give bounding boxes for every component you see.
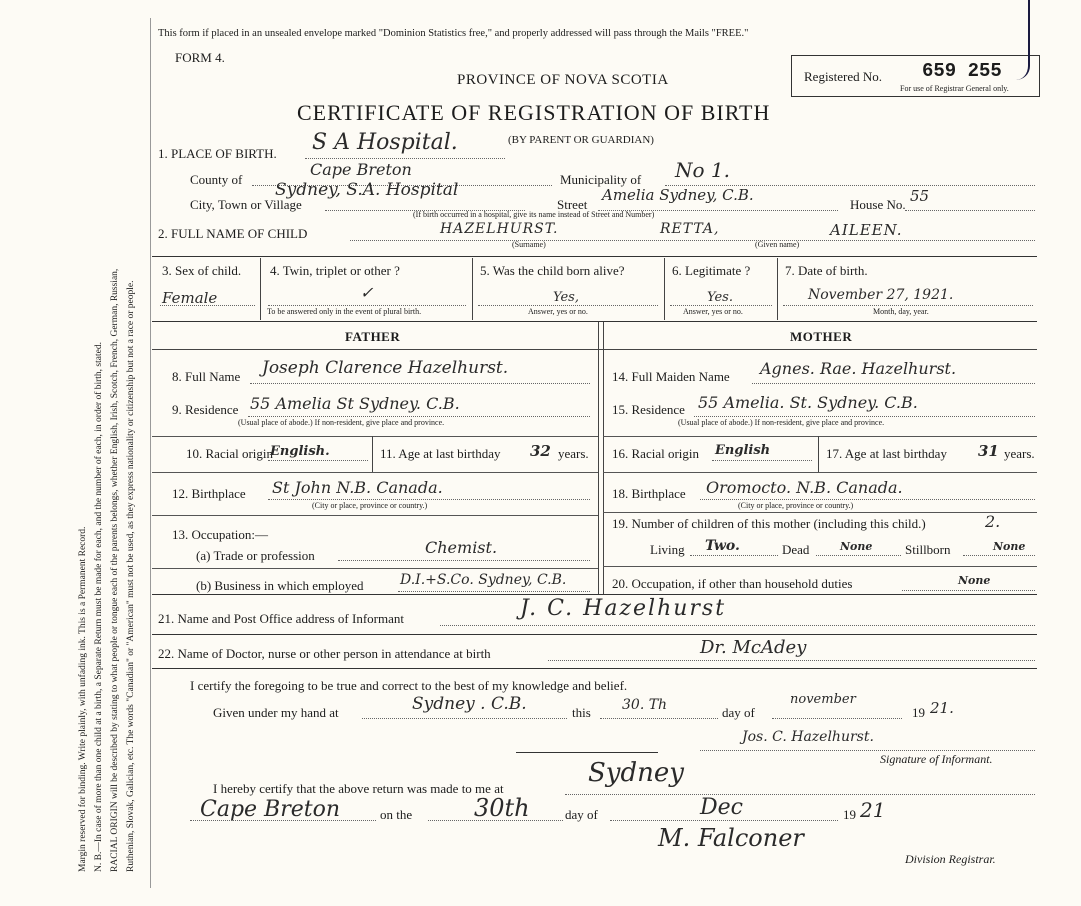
- father-racial-age-divider: [372, 436, 373, 472]
- registrar-place-line: [565, 794, 1035, 795]
- trade-label: (a) Trade or profession: [196, 548, 315, 563]
- father-row-rule-4: [152, 568, 598, 569]
- twin-note: To be answered only in the event of plural birth.: [267, 307, 422, 316]
- house-label: House No.: [850, 197, 906, 212]
- father-birthplace-value: St John N.B. Canada.: [272, 478, 443, 497]
- province-heading: PROVINCE OF NOVA SCOTIA: [457, 72, 669, 88]
- child-name-label: 2. FULL NAME OF CHILD: [158, 226, 308, 241]
- informant-label: 21. Name and Post Office address of Informant: [158, 611, 404, 626]
- legitimate-label: 6. Legitimate ?: [672, 263, 751, 278]
- dead-value: None: [840, 540, 873, 553]
- place-line: [305, 158, 505, 159]
- registrar-year-value: 21: [860, 798, 886, 822]
- street-label: Street: [557, 197, 588, 212]
- certify-month-line: [772, 718, 902, 719]
- mother-racial-line: [712, 460, 812, 461]
- mother-residence-label: 15. Residence: [612, 402, 685, 417]
- margin-note-1: Margin reserved for binding. Write plainly, with unfading ink. This is a Permanent Record.: [78, 526, 88, 872]
- sex-label: 3. Sex of child.: [162, 263, 242, 278]
- trade-line: [338, 560, 590, 561]
- mother-occupation-value: None: [958, 574, 991, 587]
- father-racial-line: [268, 460, 368, 461]
- father-mother-divider-1: [598, 322, 599, 594]
- certify-statement: I certify the foregoing to be true and correct to the best of my knowledge and belief.: [190, 678, 628, 693]
- living-value: Two.: [705, 538, 740, 554]
- stillborn-value: None: [993, 540, 1026, 553]
- mother-birthplace-label: 18. Birthplace: [612, 486, 686, 501]
- certify-year-value: 21.: [930, 699, 954, 717]
- margin-rule: [150, 18, 151, 888]
- given-under-hand-label: Given under my hand at: [213, 705, 339, 720]
- on-the-label: on the: [380, 807, 413, 822]
- legitimate-note: Answer, yes or no.: [683, 307, 743, 316]
- certify-month-value: november: [790, 692, 856, 707]
- given-place-line: [362, 718, 567, 719]
- registrar-month-line: [610, 820, 838, 821]
- place-of-birth-label: 1. PLACE OF BIRTH.: [158, 146, 277, 161]
- mother-racial-age-divider: [818, 436, 819, 472]
- house-value: 55: [910, 187, 930, 205]
- father-birthplace-line: [268, 499, 590, 500]
- city-label: City, Town or Village: [190, 197, 302, 212]
- binding-margin: [0, 0, 150, 906]
- dead-label: Dead: [782, 542, 810, 557]
- division-registrar-label: Division Registrar.: [905, 852, 996, 866]
- legitimate-value: Yes.: [707, 290, 733, 305]
- mother-name-line: [752, 383, 1035, 384]
- mother-birthplace-value: Oromocto. N.B. Canada.: [706, 478, 903, 497]
- registrar-place-value: Sydney: [588, 758, 684, 788]
- municipality-value: No 1.: [675, 158, 730, 182]
- certificate-title: CERTIFICATE OF REGISTRATION OF BIRTH: [297, 100, 771, 125]
- mother-occupation-label: 20. Occupation, if other than household duties: [612, 576, 853, 591]
- street-value: Amelia Sydney, C.B.: [602, 186, 754, 204]
- house-line: [905, 210, 1035, 211]
- father-birthplace-label: 12. Birthplace: [172, 486, 246, 501]
- father-row-rule-3: [152, 515, 598, 516]
- father-name-line: [250, 383, 590, 384]
- divider-3-4: [260, 258, 261, 320]
- registrar-day-line: [428, 820, 563, 821]
- date-of-birth-label: 7. Date of birth.: [785, 263, 868, 278]
- informant-signature: Jos. C. Hazelhurst.: [742, 729, 874, 745]
- mother-name-value: Agnes. Rae. Hazelhurst.: [760, 359, 957, 378]
- mother-birthplace-note: (City or place, province or country.): [738, 501, 854, 510]
- mother-racial-label: 16. Racial origin: [612, 446, 700, 461]
- father-racial-value: English.: [270, 444, 330, 459]
- mother-residence-line: [694, 416, 1035, 417]
- stillborn-line: [963, 555, 1035, 556]
- registrar-signature: M. Falconer: [658, 824, 804, 852]
- doctor-label: 22. Name of Doctor, nurse or other person in attendance at birth: [158, 646, 491, 661]
- father-residence-line: [248, 416, 590, 417]
- child-name-line: [350, 240, 1035, 241]
- signature-rule-short: [516, 752, 658, 753]
- registrar-year-prefix: 19: [843, 807, 856, 822]
- divider-6-7: [777, 258, 778, 320]
- registrar-day-value: 30th: [474, 794, 530, 822]
- mother-name-label: 14. Full Maiden Name: [612, 369, 730, 384]
- county-value: Cape Breton: [310, 160, 412, 179]
- mother-residence-value: 55 Amelia. St. Sydney. C.B.: [698, 393, 918, 412]
- by-parent-note: (BY PARENT OR GUARDIAN): [508, 134, 654, 146]
- informant-rule-top: [152, 594, 1037, 595]
- father-age-label: 11. Age at last birthday: [380, 446, 501, 461]
- father-name-value: Joseph Clarence Hazelhurst.: [262, 358, 509, 378]
- mother-row-rule-3: [603, 512, 1037, 513]
- business-value: D.I.+S.Co. Sydney, C.B.: [400, 572, 567, 588]
- registrar-county-line: [190, 820, 376, 821]
- doctor-value: Dr. McAdey: [700, 637, 807, 658]
- father-birthplace-note: (City or place, province or country.): [312, 501, 428, 510]
- place-of-birth-value: S A Hospital.: [312, 130, 458, 155]
- informant-rule-bottom: [152, 634, 1037, 635]
- informant-signature-line: [700, 750, 1035, 751]
- informant-line: [440, 625, 1035, 626]
- doctor-line: [548, 660, 1035, 661]
- mother-age-label: 17. Age at last birthday: [826, 446, 947, 461]
- child-surname: HAZELHURST.: [440, 221, 559, 237]
- given-place-value: Sydney . C.B.: [412, 694, 527, 714]
- margin-note-3: RACIAL ORIGIN will be described by stating to what people or tongue each of the parents belongs, whether English, Irish, Scotch, French, German, Russian,: [110, 268, 120, 872]
- twin-value: ✓: [360, 283, 374, 302]
- mother-heading: MOTHER: [790, 329, 853, 344]
- mother-age-value: 31: [978, 442, 999, 460]
- children-count-value: 2.: [985, 512, 1001, 531]
- sex-line: [160, 305, 255, 306]
- date-line: [783, 305, 1033, 306]
- legitimate-line: [670, 305, 772, 306]
- county-label: County of: [190, 172, 243, 187]
- registrar-statement: I hereby certify that the above return was made to me at: [213, 781, 504, 796]
- father-row-rule-2: [152, 472, 598, 473]
- hospital-note: (If birth occurred in a hospital, give its name instead of Street and Number): [413, 210, 655, 219]
- mother-residence-note: (Usual place of abode.) If non-resident, give place and province.: [678, 418, 885, 427]
- stillborn-label: Stillborn: [905, 542, 951, 557]
- children-count-label: 19. Number of children of this mother (including this child.): [612, 516, 926, 531]
- father-row-rule-1: [152, 436, 598, 437]
- margin-note-2: N. B.—In case of more than one child at a birth, a Separate Return must be made for each, and the number of each, in order of birth, stated.: [94, 342, 104, 872]
- divider-5-6: [664, 258, 665, 320]
- father-years: years.: [558, 446, 589, 461]
- registration-box: [791, 55, 1040, 97]
- alive-note: Answer, yes or no.: [528, 307, 588, 316]
- father-residence-note: (Usual place of abode.) If non-resident, give place and province.: [238, 418, 445, 427]
- doctor-rule-bottom: [152, 668, 1037, 669]
- registration-number: 659 255: [922, 60, 1002, 82]
- date-of-birth-value: November 27, 1921.: [808, 287, 954, 303]
- twin-label: 4. Twin, triplet or other ?: [270, 263, 400, 278]
- alive-label: 5. Was the child born alive?: [480, 263, 625, 278]
- date-note: Month, day, year.: [873, 307, 929, 316]
- father-heading: FATHER: [345, 329, 401, 344]
- registrar-only-note: For use of Registrar General only.: [900, 84, 1009, 93]
- signature-of-informant-label: Signature of Informant.: [880, 752, 993, 766]
- father-residence-label: 9. Residence: [172, 402, 239, 417]
- municipality-label: Municipality of: [560, 172, 642, 187]
- occupation-label: 13. Occupation:—: [172, 527, 269, 542]
- father-age-value: 32: [530, 442, 551, 460]
- father-mother-divider-2: [603, 322, 604, 594]
- dead-line: [816, 555, 901, 556]
- trade-value: Chemist.: [425, 538, 498, 557]
- registrar-month-value: Dec: [700, 795, 743, 820]
- ink-stroke: [1012, 0, 1030, 80]
- surname-note: (Surname): [512, 240, 546, 249]
- twin-line: [268, 305, 466, 306]
- child-given-1: RETTA,: [660, 221, 720, 237]
- certify-day-line: [600, 718, 718, 719]
- registrar-county-value: Cape Breton: [200, 797, 341, 822]
- alive-line: [478, 305, 658, 306]
- living-line: [690, 555, 778, 556]
- certify-day-value: 30. Th: [622, 697, 668, 713]
- certify-day-of-label: day of: [722, 705, 755, 720]
- informant-value: J. C. Hazelhurst: [520, 596, 727, 621]
- father-name-label: 8. Full Name: [172, 369, 241, 384]
- business-line: [398, 591, 590, 592]
- divider-4-5: [472, 258, 473, 320]
- city-value: Sydney, S.A. Hospital: [275, 180, 459, 200]
- mail-notice: This form if placed in an unsealed envelope marked "Dominion Statistics free," and properly addressed will pass through the Mails "FREE.": [158, 28, 749, 39]
- child-given-2: AILEEN.: [830, 221, 903, 239]
- sex-value: Female: [162, 289, 218, 307]
- registrar-day-of-label: day of: [565, 807, 598, 822]
- mother-birthplace-line: [700, 499, 1035, 500]
- registered-label: Registered No.: [804, 69, 882, 84]
- this-label: this: [572, 705, 591, 720]
- mother-occupation-line: [902, 590, 1035, 591]
- parents-header-row: [152, 322, 1037, 350]
- father-residence-value: 55 Amelia St Sydney. C.B.: [250, 394, 460, 413]
- mother-racial-value: English: [715, 443, 771, 458]
- alive-value: Yes,: [553, 290, 579, 305]
- living-label: Living: [650, 542, 685, 557]
- margin-note-4: Ruthenian, Slovak, Galician, etc. The words "Canadian" or "American" must not be used, as they express nationality or citizenship but not a race or people.: [126, 280, 136, 872]
- mother-row-rule-4: [603, 566, 1037, 567]
- business-label: (b) Business in which employed: [196, 578, 364, 593]
- mother-row-rule-2: [603, 472, 1037, 473]
- father-racial-label: 10. Racial origin: [186, 446, 274, 461]
- form-number: FORM 4.: [175, 50, 225, 65]
- mother-row-rule-1: [603, 436, 1037, 437]
- given-name-note: (Given name): [755, 240, 800, 249]
- certify-year-prefix: 19: [912, 705, 925, 720]
- mother-years: years.: [1004, 446, 1035, 461]
